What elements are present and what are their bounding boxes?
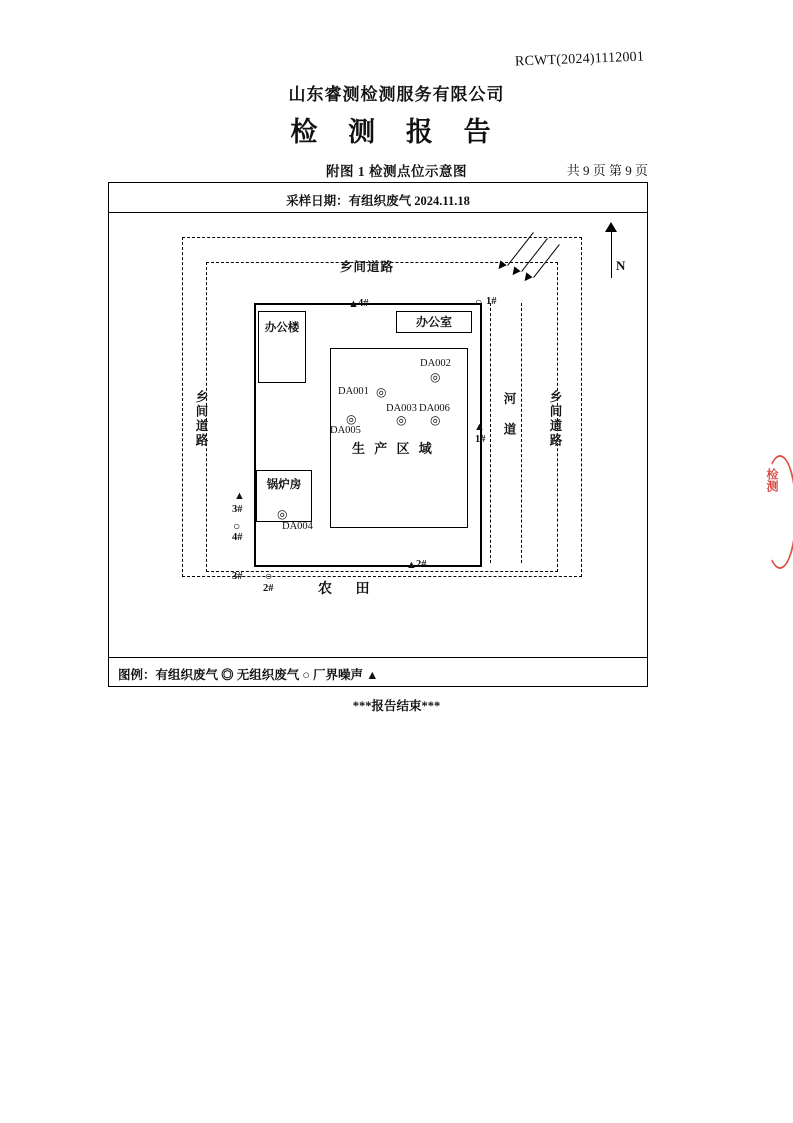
sample-date: 采样日期：有组织废气 2024.11.18 (286, 194, 470, 208)
noise-point-3-label: 3# (232, 504, 243, 515)
da002-marker: ◎ (430, 370, 441, 384)
end-note: ***报告结束*** (352, 699, 441, 713)
farmland-label: 农 田 (318, 582, 380, 597)
boiler-room-box: 锅炉房 (256, 470, 312, 522)
road-right-label: 乡间道路 (548, 390, 562, 448)
road-left-label: 乡间道路 (194, 390, 208, 448)
da003-label: DA003 (386, 403, 417, 414)
north-arrow-line (611, 228, 612, 278)
noise-point-4-top: ▲ (348, 298, 359, 310)
river-line-right (521, 303, 522, 563)
noise-point-2-label: 2# (416, 559, 427, 570)
da004-marker: ◎ (277, 507, 288, 521)
unorganized-point-2-label: 2# (263, 583, 274, 594)
company-name: 山东睿测检测服务有限公司 (288, 85, 505, 104)
red-stamp-text: 检测 (765, 468, 779, 492)
document-code: RCWT(2024)1112001 (514, 49, 645, 70)
legend-text: 图例：有组织废气 ◎ 无组织废气 ○ 厂界噪声 ▲ (118, 668, 379, 682)
river-label: 河 道 (502, 392, 516, 437)
da006-marker: ◎ (430, 413, 441, 427)
noise-point-1: ▲ (474, 421, 485, 433)
north-label: N (616, 258, 626, 273)
legend-row (108, 657, 648, 687)
da001-label: DA001 (338, 386, 369, 397)
da004-label: DA004 (282, 521, 313, 532)
unorganized-point-1-label: 1# (486, 296, 497, 307)
noise-point-2: ▲ (406, 559, 417, 571)
da005-marker: ◎ (346, 412, 357, 426)
road-top-label: 乡间道路 (340, 260, 395, 274)
unorganized-point-4-marker: ○ (233, 519, 241, 533)
page-title: 检 测 报 告 (290, 117, 503, 147)
da003-marker: ◎ (396, 413, 407, 427)
da006-label: DA006 (419, 403, 450, 414)
da002-label: DA002 (420, 358, 451, 369)
office-building-box: 办公楼 (258, 311, 306, 383)
noise-point-3: ▲ (234, 490, 245, 502)
noise-point-1-label: 1# (475, 434, 486, 445)
figure-title: 附图 1 检测点位示意图 (326, 164, 467, 179)
unorganized-point-2-marker: ○ (265, 569, 273, 583)
river-line-left (490, 303, 491, 563)
unorganized-point-1: ○ (475, 295, 483, 309)
noise-point-4-label: 4# (232, 532, 243, 543)
office-room-box: 办公室 (396, 311, 472, 333)
divider (108, 212, 648, 213)
da005-label: DA005 (330, 425, 361, 436)
production-area-label: 生 产 区 域 (352, 441, 435, 456)
page-number: 共 9 页 第 9 页 (566, 163, 648, 178)
unorganized-point-3-label: 3# (232, 571, 243, 582)
da001-marker: ◎ (376, 385, 387, 399)
noise-point-4-top-label: 4# (358, 298, 369, 309)
